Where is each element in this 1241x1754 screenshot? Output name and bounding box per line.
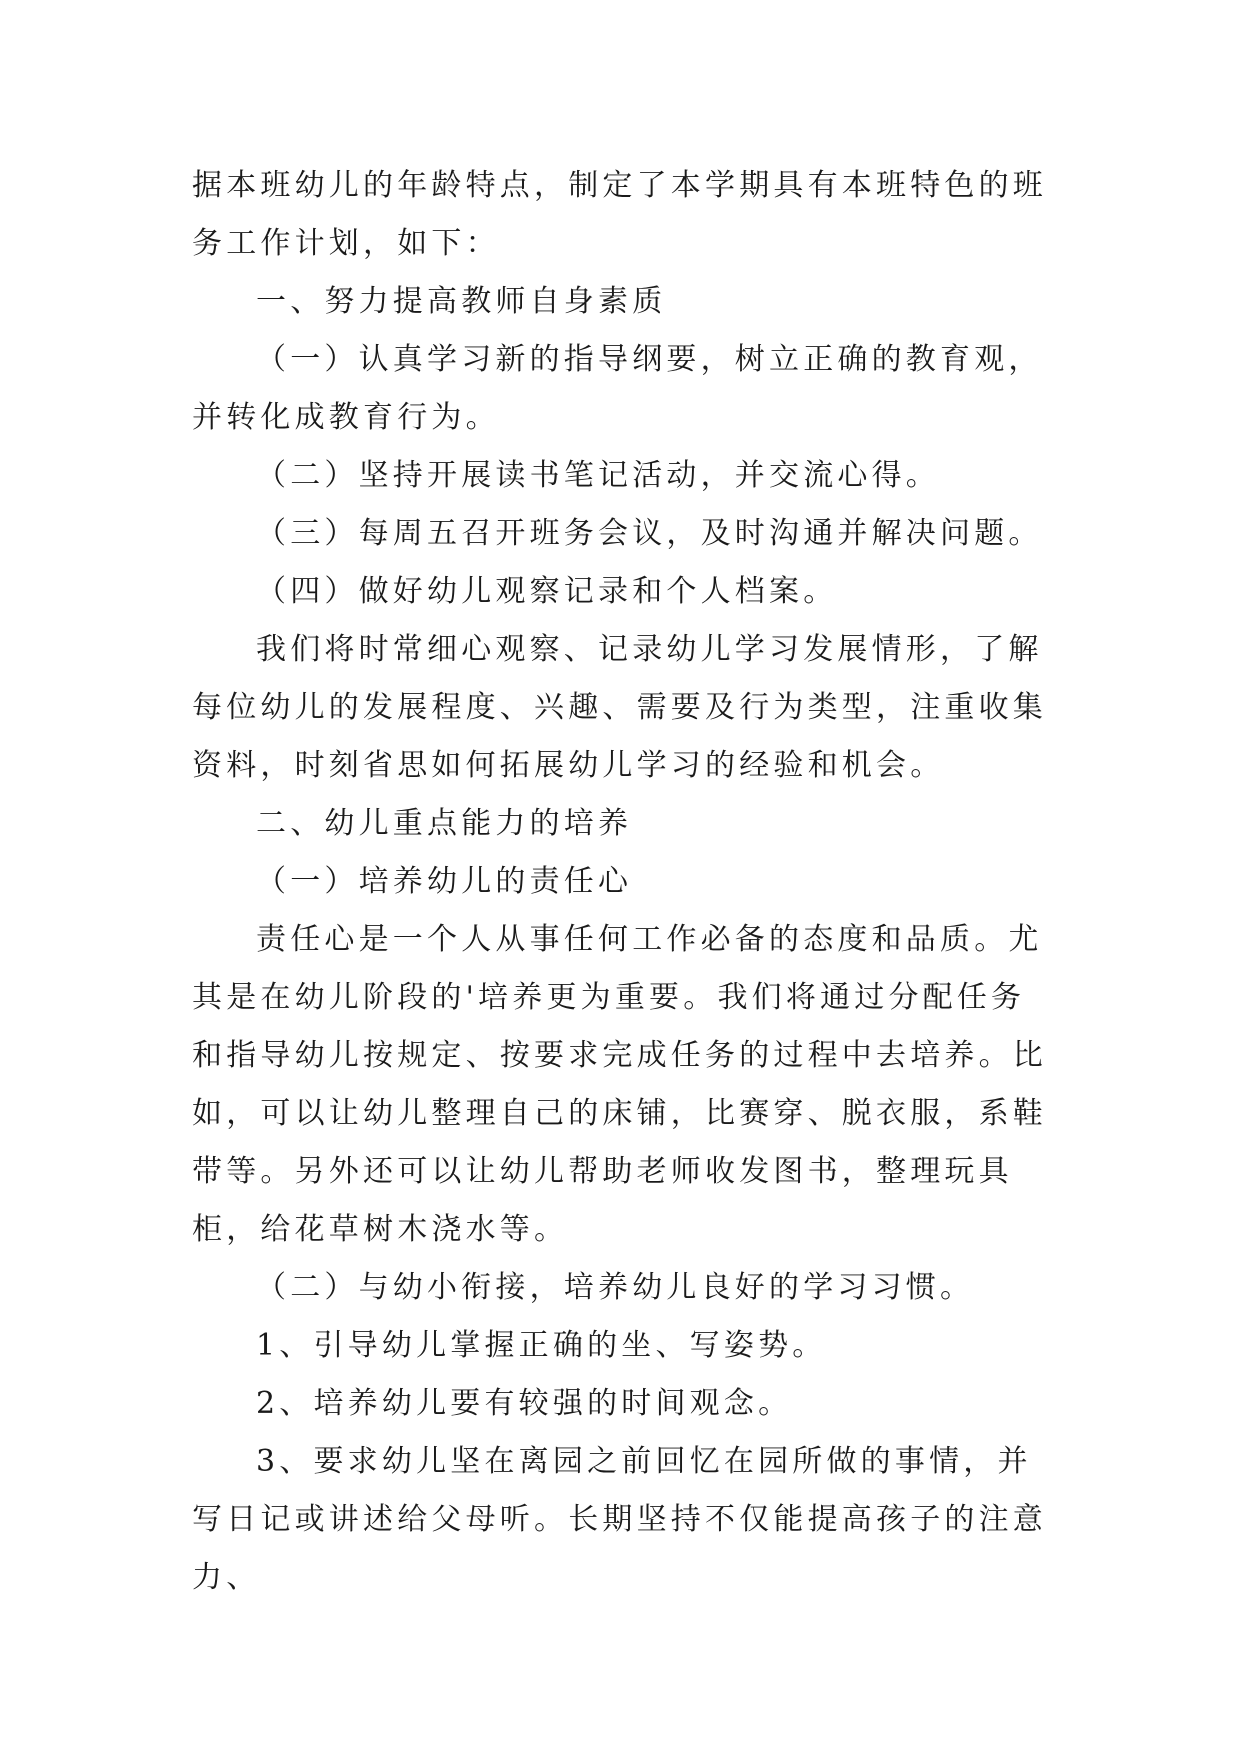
section-heading: 二、幼儿重点能力的培养 — [256, 806, 633, 841]
paragraph: 据本班幼儿的年龄特点，制定了本学期具有本班特色的班务工作计划，如下： — [192, 168, 1047, 261]
list-item: 1、引导幼儿掌握正确的坐、写姿势。 — [256, 1328, 827, 1363]
document-body — [192, 157, 1052, 1607]
paragraph: 责任心是一个人从事任何工作必备的态度和品质。尤其是在幼儿阶段的'培养更为重要。我们将通过分配任务和指导幼儿按规定、按要求完成任务的过程中去培养。比如，可以让幼儿整理自己的床铺，比赛穿、脱衣服，系鞋带等。另外还可以让幼儿帮助老师收发图书，整理玩具柜，给花草树木浇水等。 — [192, 922, 1047, 1247]
list-item: 3、要求幼儿坚在离园之前回忆在园所做的事情，并写日记或讲述给父母听。长期坚持不仅能提高孩子的注意力、 — [192, 1444, 1047, 1595]
list-item: （三）每周五召开班务会议，及时沟通并解决问题。 — [256, 516, 1043, 551]
list-item: （二）坚持开展读书笔记活动，并交流心得。 — [256, 458, 940, 493]
subsection-heading: （一）培养幼儿的责任心 — [256, 864, 633, 899]
paragraph: 我们将时常细心观察、记录幼儿学习发展情形，了解每位幼儿的发展程度、兴趣、需要及行为类型，注重收集资料，时刻省思如何拓展幼儿学习的经验和机会。 — [192, 632, 1047, 783]
subsection-heading: （二）与幼小衔接，培养幼儿良好的学习习惯。 — [256, 1270, 975, 1305]
list-item: 2、培养幼儿要有较强的时间观念。 — [256, 1386, 793, 1421]
list-item: （一）认真学习新的指导纲要，树立正确的教育观，并转化成教育行为。 — [192, 342, 1043, 435]
section-heading: 一、努力提高教师自身素质 — [256, 284, 667, 319]
list-item: （四）做好幼儿观察记录和个人档案。 — [256, 574, 838, 609]
